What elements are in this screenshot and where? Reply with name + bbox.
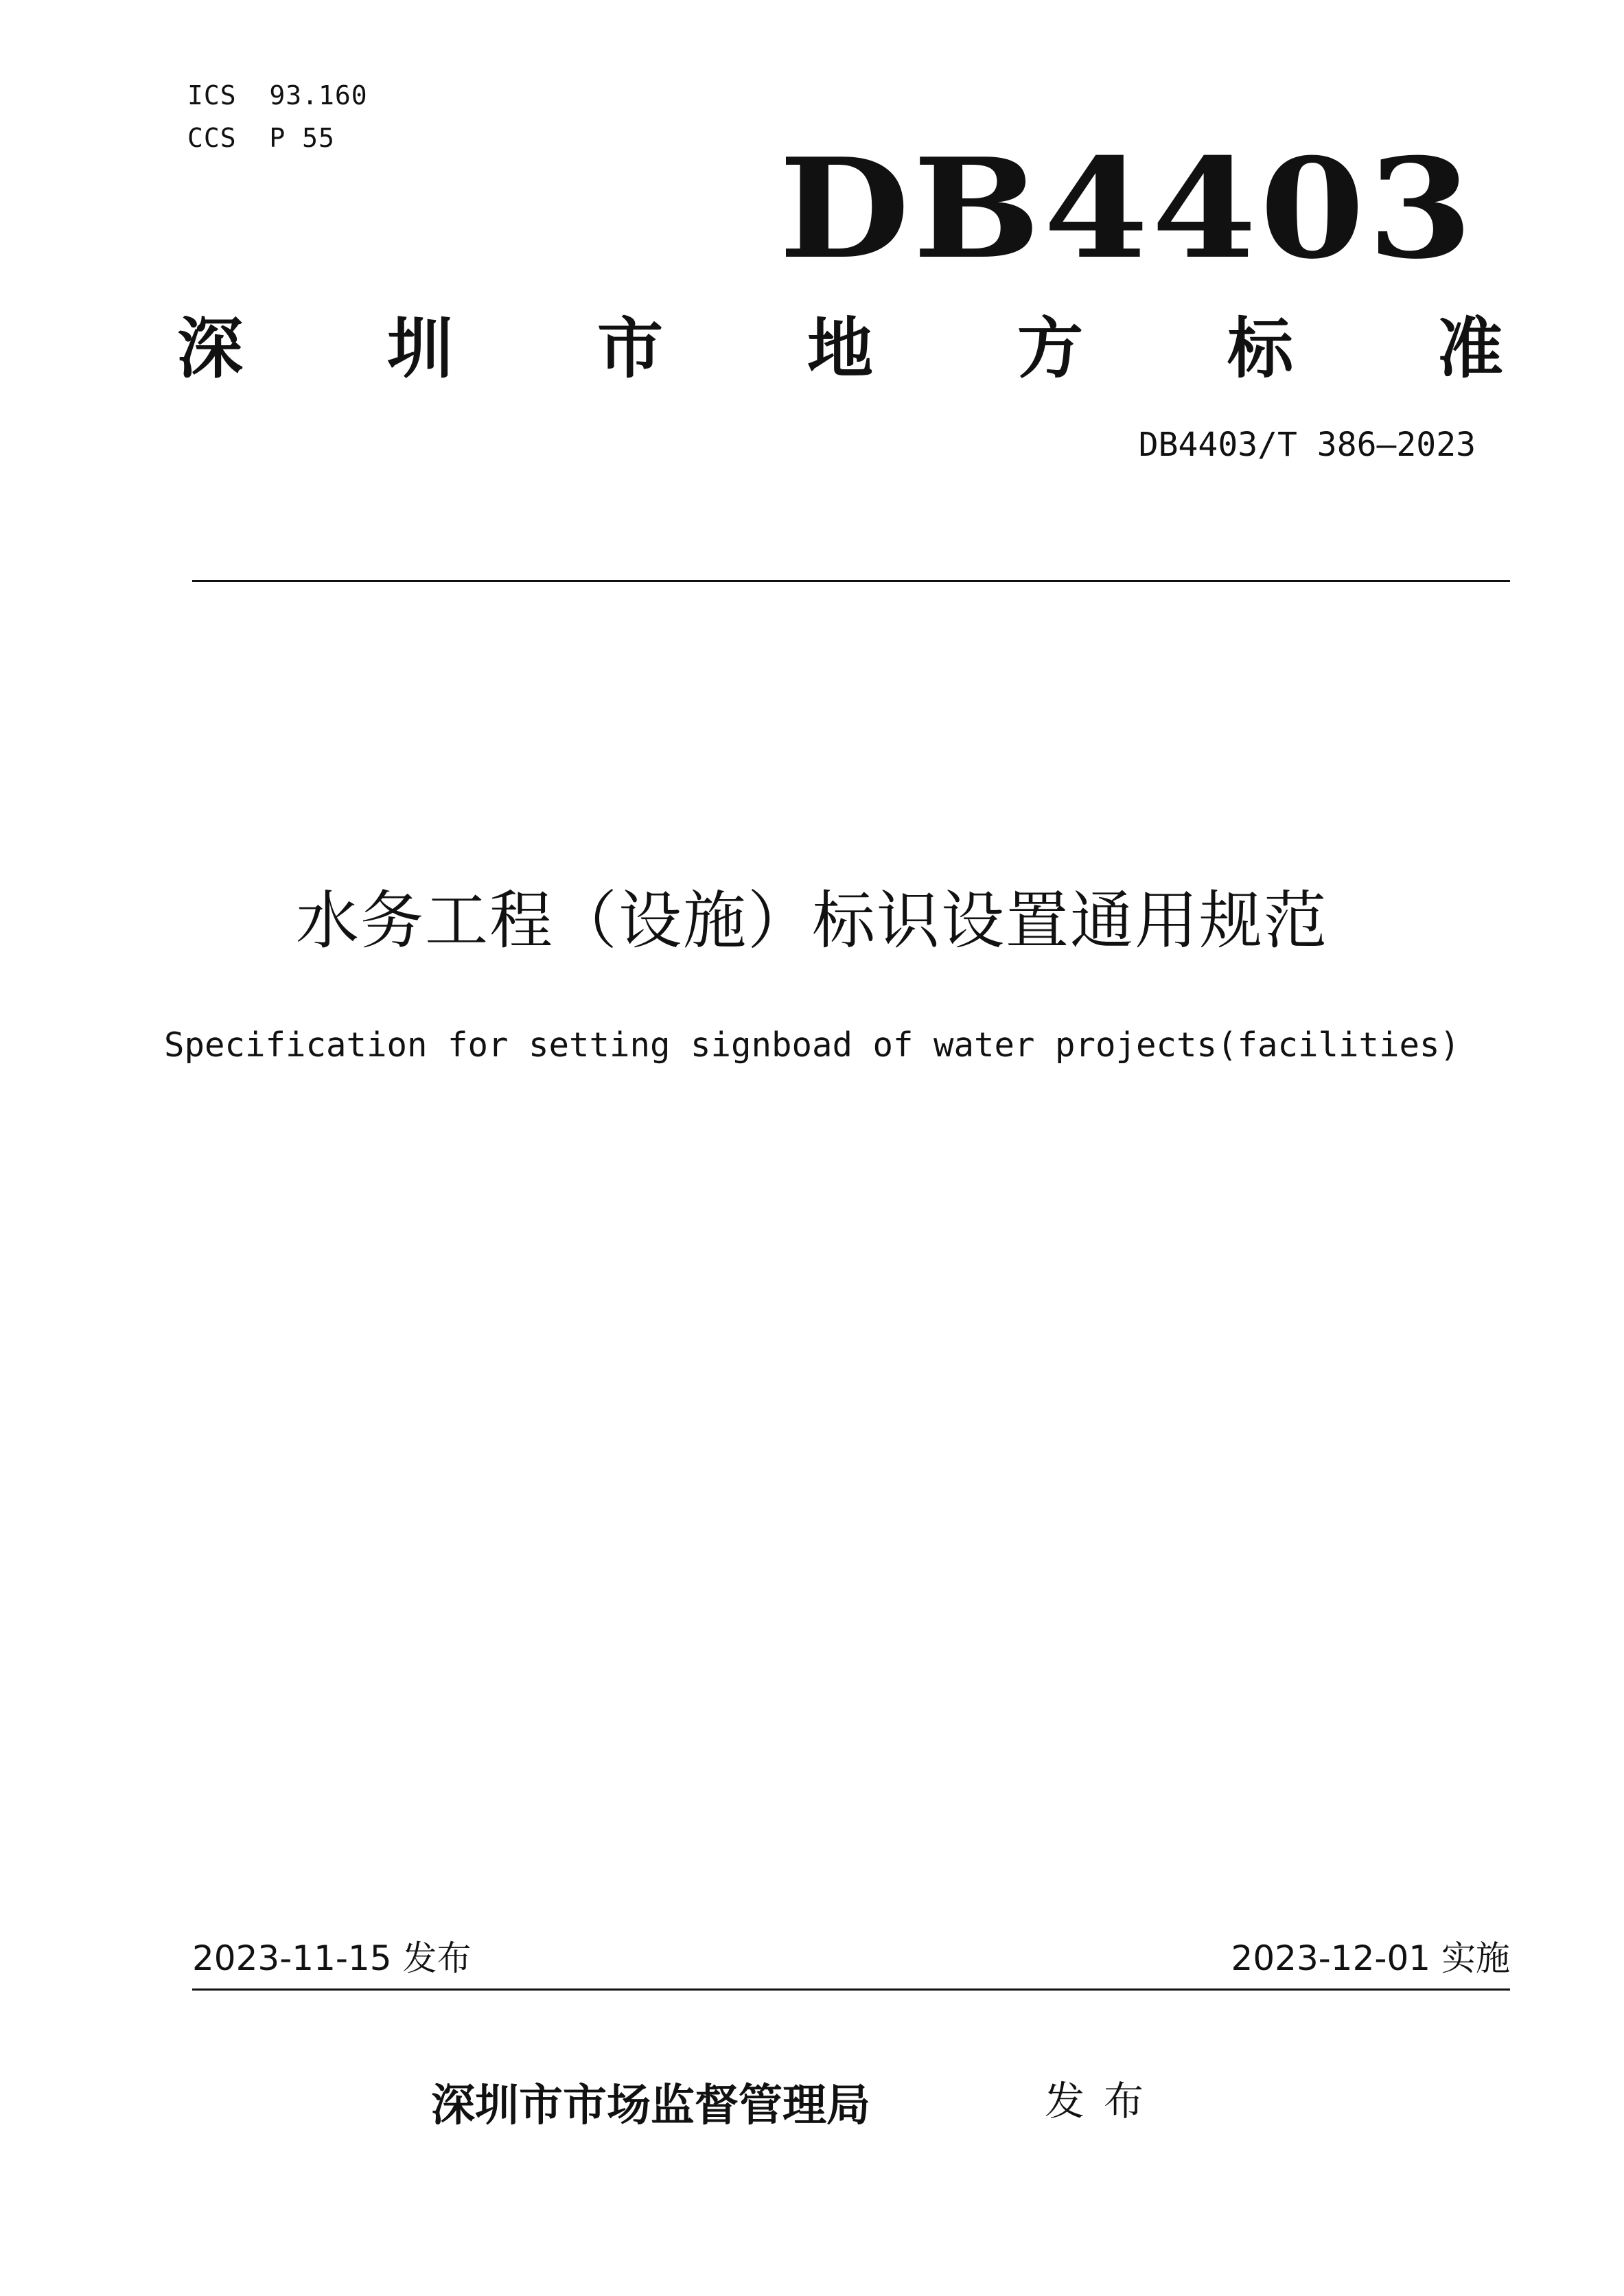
ccs-code: CCS P 55 [187, 123, 335, 153]
standard-number: DB4403/T 386—2023 [1138, 426, 1476, 464]
standard-type-heading [177, 310, 1503, 387]
ics-code: ICS 93.160 [187, 80, 368, 111]
effective-date: 2023-12-01 实施 [1231, 1938, 1510, 1978]
standard-type-char: 市 [597, 310, 663, 387]
issuing-action: 发布 [1045, 2078, 1163, 2124]
document-title-chinese: 水务工程（设施）标识设置通用规范 [295, 884, 1328, 958]
document-title-english: Specification for setting signboad of water projects(facilities) [163, 1025, 1461, 1065]
footer-divider [192, 1988, 1510, 1991]
standard-type-char: 方 [1017, 310, 1083, 387]
publish-date: 2023-11-15 发布 [192, 1938, 472, 1978]
standard-type-char: 地 [807, 310, 873, 387]
standard-type-char: 标 [1227, 310, 1293, 387]
standard-type-char: 准 [1437, 310, 1503, 387]
header-divider [192, 580, 1510, 582]
standard-type-char: 圳 [387, 310, 453, 387]
issuing-authority: 深圳市市场监督管理局 [431, 2080, 870, 2131]
document-code-logo: DB4403 [778, 128, 1476, 290]
standard-type-char: 深 [177, 310, 243, 387]
